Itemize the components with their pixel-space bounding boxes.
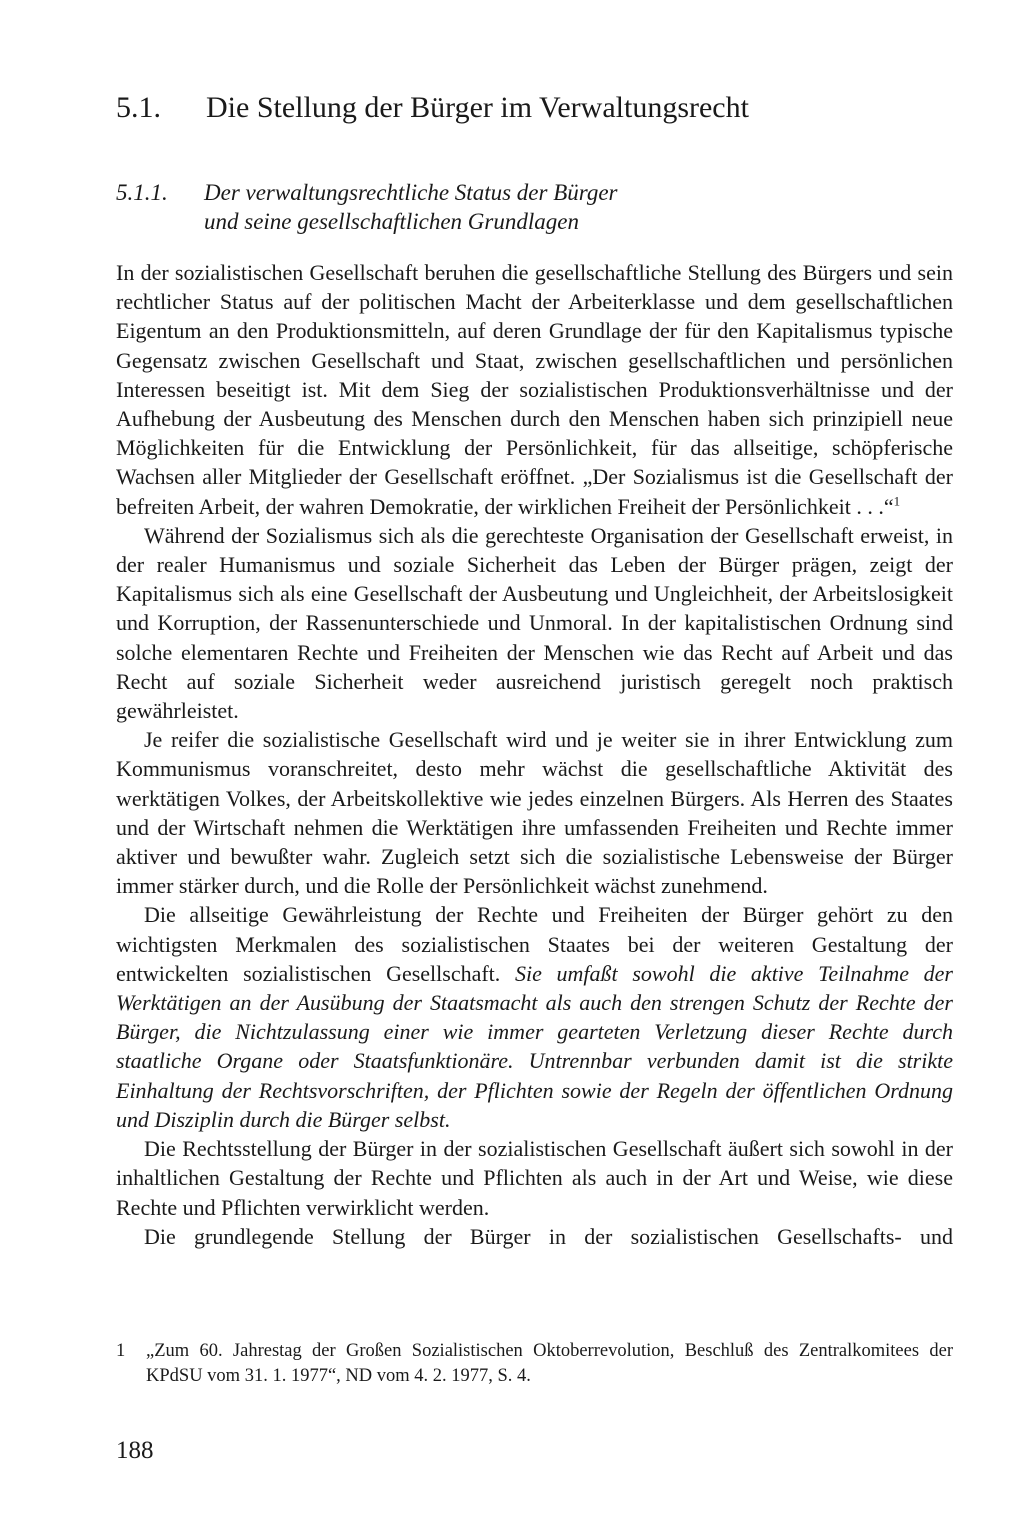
subsection-title-line-1: Der verwaltungsrechtliche Status der Bürger	[204, 180, 618, 205]
section-number: 5.1.	[116, 91, 161, 124]
paragraph-4-emphasis: Sie umfaßt sowohl die aktive Teilnahme der Werktätigen an der Ausübung der Staatsmacht als auch den strengen Schutz der Rechte der Bürger, die Nichtzulassung einer wie immer gearteten Verletzung dieser Rechte durch staatliche Organe oder Staatsfunktionäre. Untrennbar verbunden damit ist die strikte Einhaltung der Rechtsvorschriften, der Pflichten sowie der Regeln der öffentlichen Ordnung und Disziplin durch die Bürger selbst.	[116, 960, 953, 1132]
section-title: Die Stellung der Bürger im Verwaltungsrecht	[206, 91, 749, 124]
subsection-number: 5.1.1.	[116, 180, 168, 205]
paragraph-4-plain: Die allseitige Gewährleistung der Rechte und Freiheiten der Bürger gehört zu den wichtigsten Merkmalen des sozialistischen Staates bei der weiteren Gestaltung der entwickelten sozialistischen Gesellschaft.	[116, 902, 953, 986]
footnote	[116, 1339, 953, 1389]
subsection-title-line-2: und seine gesellschaftlichen Grundlagen	[204, 209, 579, 234]
paragraph-4	[116, 900, 953, 1134]
paragraph-5: Die Rechtsstellung der Bürger in der sozialistischen Gesellschaft äußert sich sowohl in der inhaltlichen Gestaltung der Rechte und Pflichten als auch in der Art und Weise, wie diese Rechte und Pflichten verwirklicht werden.	[116, 1136, 953, 1220]
section-heading	[116, 88, 916, 128]
paragraph-3: Je reifer die sozialistische Gesellschaft wird und je weiter sie in ihrer Entwicklung zum Kommunismus voranschreitet, desto mehr wächst die gesellschaftliche Aktivität des werktätigen Volkes, der Arbeitskollektive wie jedes einzelnen Bürgers. Als Herren des Staates und der Wirtschaft nehmen die Werktätigen ihre umfassenden Freiheiten und Rechte immer aktiver und bewußter wahr. Zugleich setzt sich die sozialistische Lebensweise der Bürger immer stärker durch, und die Rolle der Persönlichkeit wächst zunehmend.	[116, 727, 953, 899]
paragraph-1-text: In der sozialistischen Gesellschaft beruhen die gesellschaftliche Stellung des Bürgers und sein rechtlicher Status auf der politischen Macht der Arbeiterklasse und dem gesellschaftlichen Eigentum an den Produktionsmitteln, auf deren Grundlage der für den Kapitalismus typische Gegensatz zwischen Gesellschaft und Staat, zwischen gesellschaftlichen und persönlichen Interessen beseitigt ist. Mit dem Sieg der sozialistischen Produktionsverhältnisse und der Aufhebung der Ausbeutung des Menschen durch den Menschen haben sich prinzipiell neue Möglichkeiten für die Entwicklung der Persönlichkeit, für das allseitige, schöpferische Wachsen aller Mitglieder der Gesellschaft eröffnet. „Der Sozialismus ist die Gesellschaft der befreiten Arbeit, der wahren Demokratie, der wirklichen Freiheit der Persönlichkeit . . .“	[116, 260, 953, 519]
page-number: 188	[116, 1437, 154, 1464]
subsection-heading	[116, 178, 916, 236]
paragraph-2: Während der Sozialismus sich als die gerechteste Organisation der Gesellschaft erweist, in der realer Humanismus und soziale Sicherheit das Leben der Bürger prägen, zeigt der Kapitalismus sich als eine Gesellschaft der Ausbeutung und Ungleichheit, der Arbeitslosigkeit und Korruption, der Rassenunterschiede und Unmoral. In der kapitalistischen Ordnung sind solche elementaren Rechte und Freiheiten der Menschen wie das Recht auf Arbeit und das Recht auf soziale Sicherheit weder ausreichend juristisch geregelt noch praktisch gewährleistet.	[116, 522, 953, 724]
paragraph-1	[116, 258, 953, 521]
footnote-number: 1	[116, 1341, 126, 1361]
paragraph-6: Die grundlegende Stellung der Bürger in der sozialistischen Gesellschafts- und	[144, 1223, 953, 1249]
body-text	[116, 258, 953, 1251]
footnote-reference: 1	[893, 493, 901, 509]
footnote-text: „Zum 60. Jahrestag der Großen Sozialistischen Oktoberrevolution, Beschluß des Zentralkomitees der KPdSU vom 31. 1. 1977“, ND vom 4. 2. 1977, S. 4.	[146, 1341, 953, 1386]
